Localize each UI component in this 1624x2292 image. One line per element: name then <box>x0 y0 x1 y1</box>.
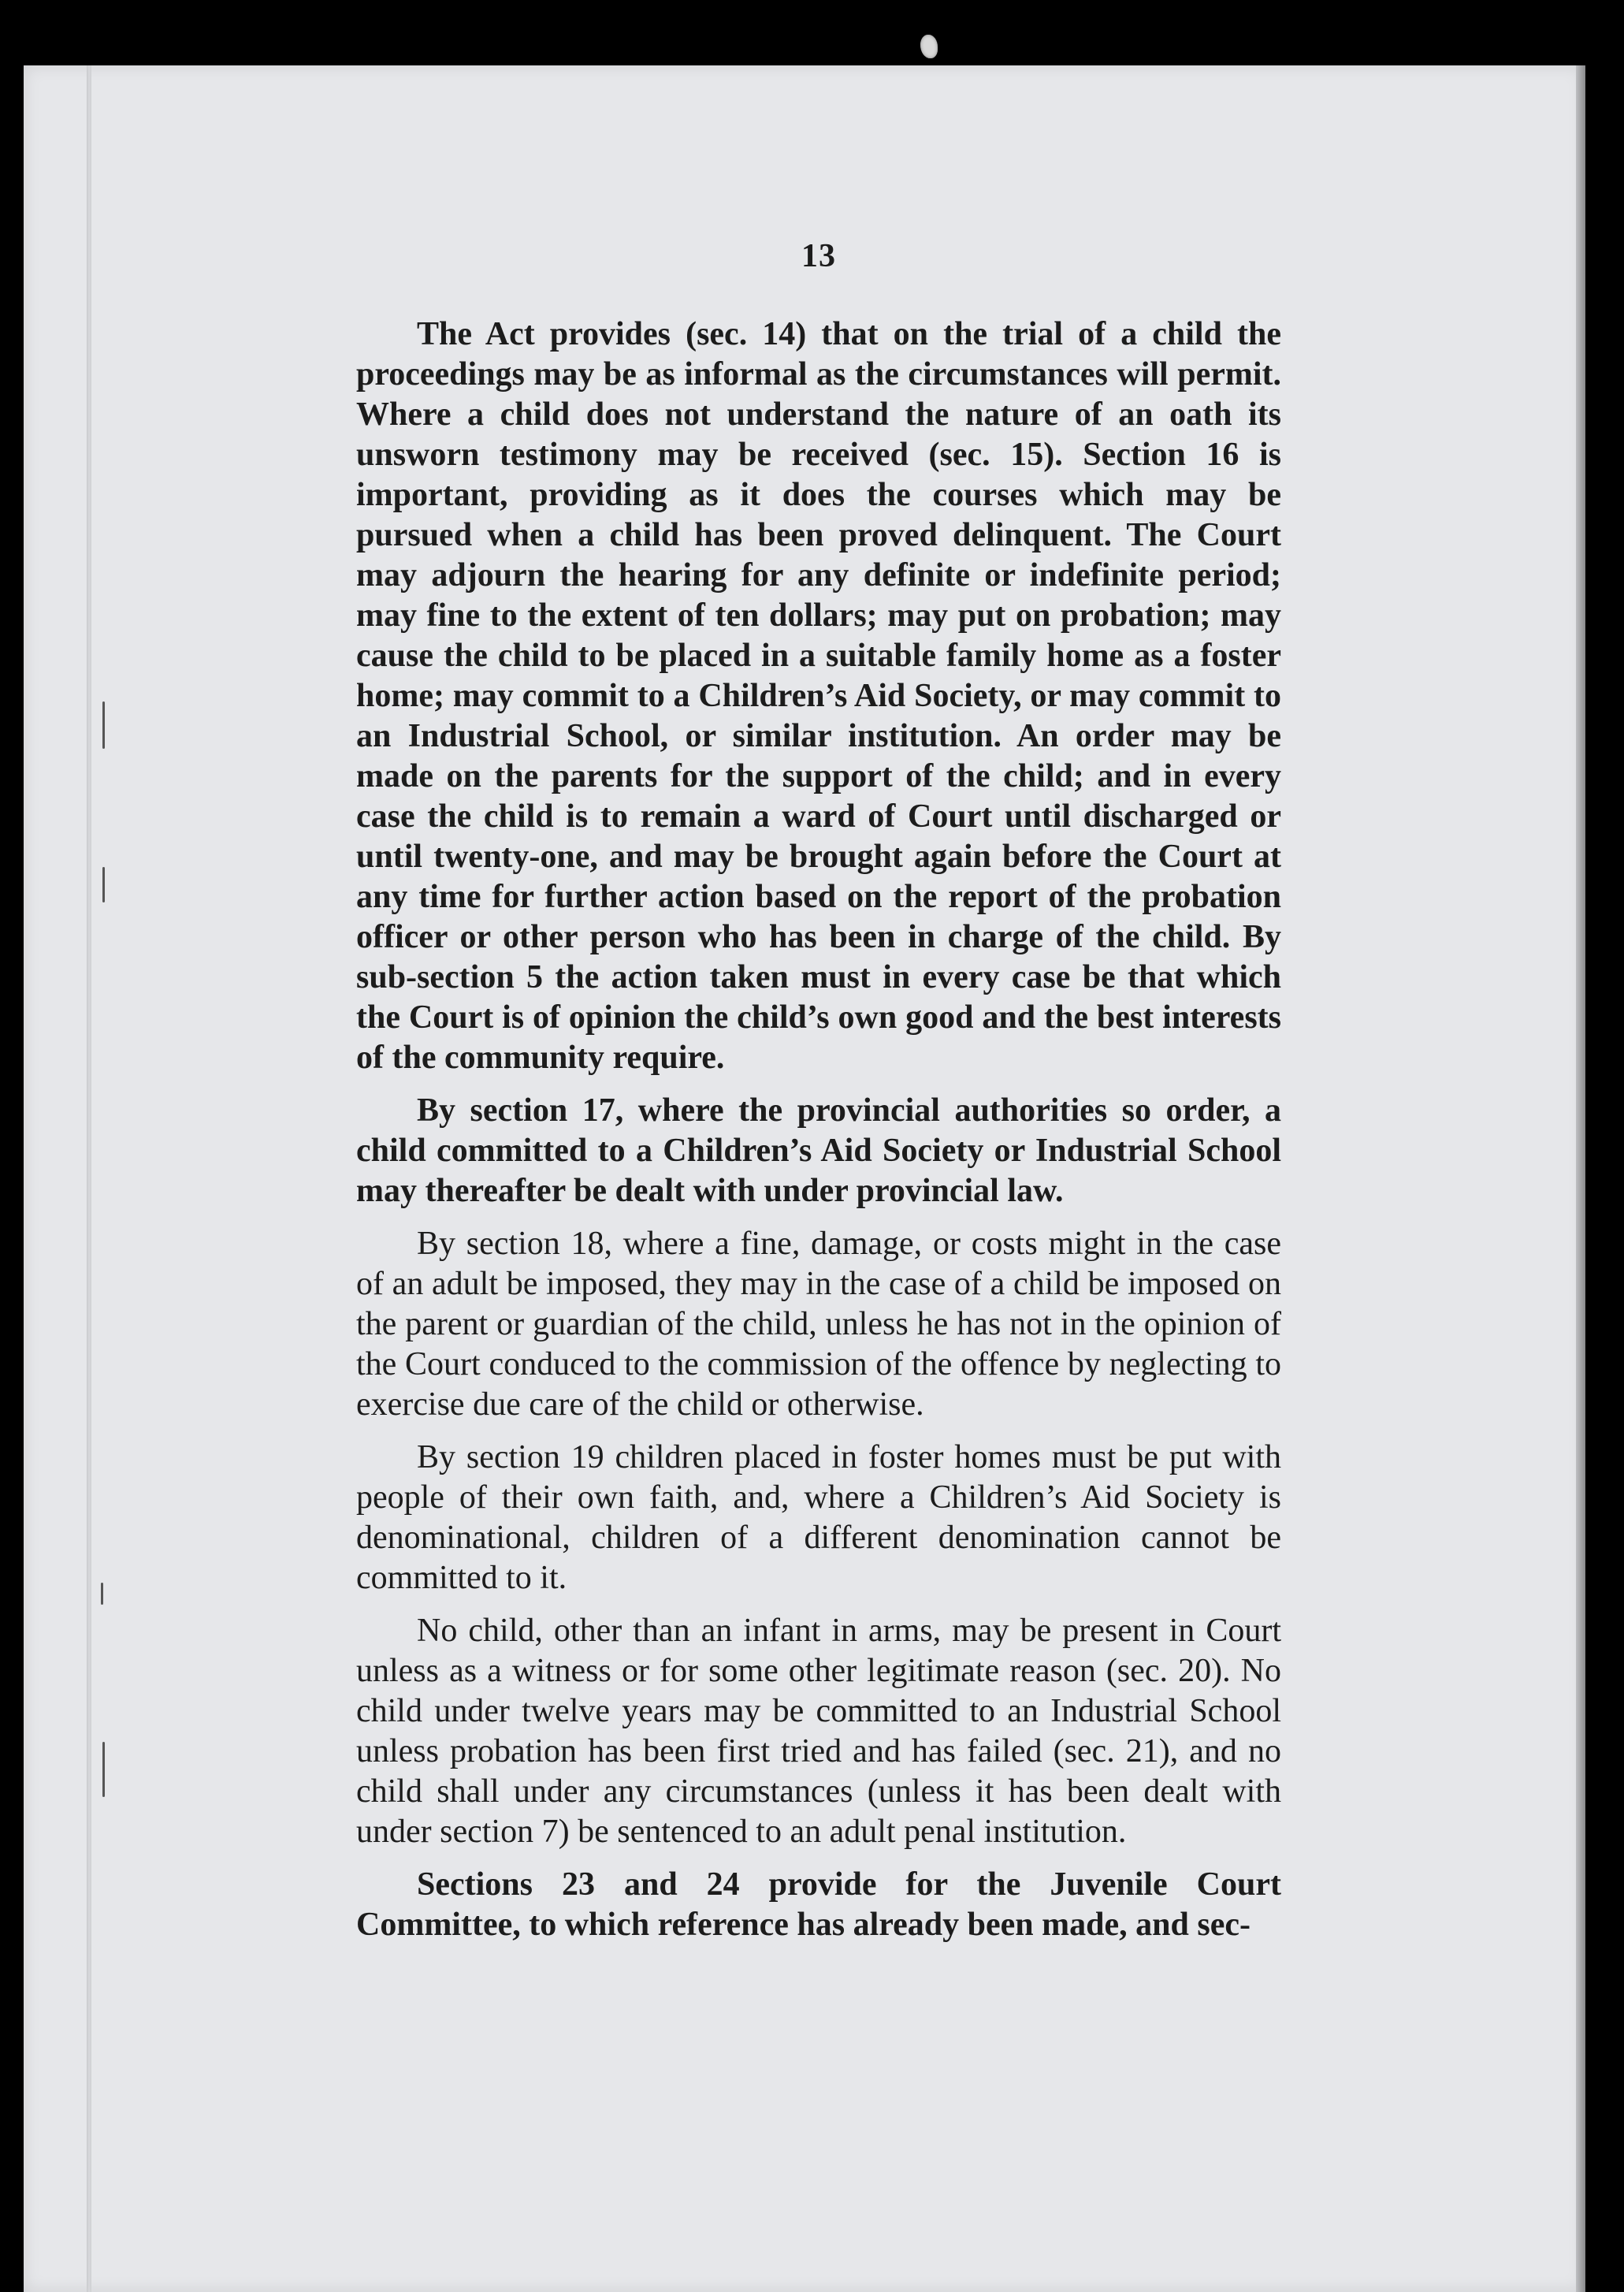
paragraph: Sections 23 and 24 provide for the Juvenile Court Committee, to which reference has already been made, and sec- <box>356 1866 1281 1943</box>
margin-mark <box>102 867 105 902</box>
paragraph: By section 17, where the provincial authorities so order, a child committed to a Children’s Aid Society or Industrial School may thereafter be dealt with under provincial law. <box>356 1092 1281 1209</box>
margin-mark <box>102 701 105 749</box>
paragraph: No child, other than an infant in arms, may be present in Court unless as a witness or for some other legitimate reason (sec. 20). No child under twelve years may be committed to an Industrial School unless probation has been first tried and has failed (sec. 21), and no child shall under any circumstances (unless it has been dealt with under section 7) be sentenced to an adult penal institution. <box>356 1613 1281 1850</box>
page-text <box>356 236 1281 1958</box>
page-number: 13 <box>801 238 836 274</box>
scan-speck <box>920 35 938 58</box>
margin-mark <box>101 1583 103 1605</box>
page-edge-shadow <box>1576 65 1585 2292</box>
paragraph: By section 18, where a fine, damage, or costs might in the case of an adult be imposed, they may in the case of a child be imposed on the parent or guardian of the child, unless he has not in the opinion of the Court conduced to the commission of the offence by neglecting to exercise due care of the child or otherwise. <box>356 1226 1281 1423</box>
margin-mark <box>102 1742 105 1797</box>
paragraph: By section 19 children placed in foster homes must be put with people of their own faith, and, where a Children’s Aid Society is denominational, children of a different denomination cannot be committed to it. <box>356 1439 1281 1596</box>
paragraph: The Act provides (sec. 14) that on the trial of a child the proceedings may be as informal as the circumstances will permit. Where a child does not understand the nature of an oath its unsworn testimony may be received (sec. 15). Section 16 is important, providing as it does the courses which may be pursued when a child has been proved delinquent. The Court may adjourn the hearing for any definite or indefinite period; may fine to the extent of ten dollars; may put on probation; may cause the child to be placed in a suitable family home as a foster home; may commit to a Children’s Aid Society, or may commit to an Industrial School, or similar institution. An order may be made on the parents for the support of the child; and in every case the child is to remain a ward of Court until discharged or until twenty-one, and may be brought again before the Court at any time for further action based on the report of the probation officer or other person who has been in charge of the child. By sub-section 5 the action taken must in every case be that which the Court is of opinion the child’s own good and the best interests of the community require. <box>356 316 1281 1076</box>
binding-edge <box>87 65 91 2292</box>
